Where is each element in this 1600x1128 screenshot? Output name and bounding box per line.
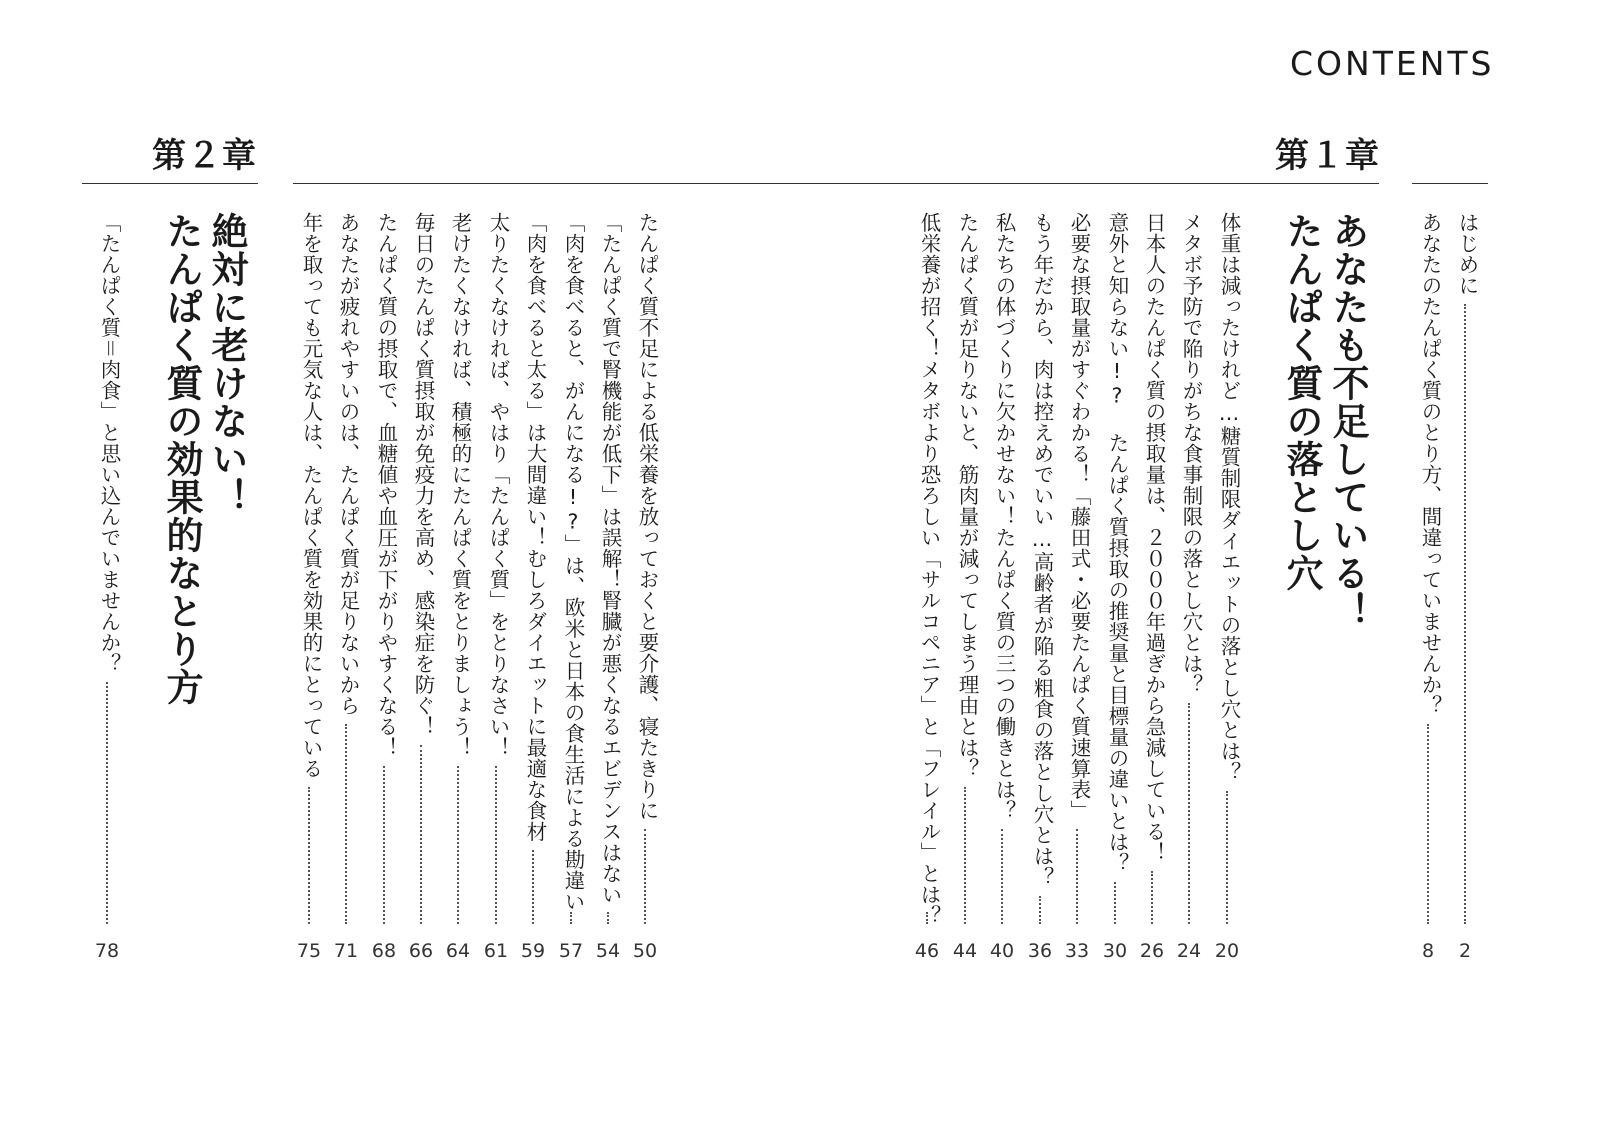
toc-entry[interactable]	[518, 212, 548, 982]
toc-entry[interactable]	[1025, 212, 1055, 982]
toc-entry-text: メタボ予防で陥りがちな食事制限の落とし穴とは？	[1179, 212, 1203, 695]
dot-leader	[926, 912, 928, 924]
dot-leader	[607, 912, 609, 924]
toc-entry-page: 54	[595, 940, 621, 962]
toc-entry-page: 33	[1064, 940, 1090, 962]
dot-leader	[1151, 871, 1153, 924]
chapter-1-label: 第１章	[1275, 136, 1380, 176]
toc-entry-page: 61	[483, 940, 509, 962]
dot-leader	[644, 829, 646, 924]
toc-entry[interactable]	[1212, 212, 1242, 982]
toc-entry-text: 意外と知らない!? たんぱく質摂取の推奨量と目標量の違いとは？	[1105, 212, 1129, 874]
toc-entry-text: たんぱく質が足りないと、筋肉量が減ってしまう理由とは？	[955, 212, 979, 779]
toc-entry[interactable]	[294, 212, 324, 982]
toc-entry-text: 私たちの体づくりに欠かせない！たんぱく質の三つの働きとは？	[992, 212, 1016, 821]
toc-entry-page: 64	[445, 940, 471, 962]
toc-entry-text: あなたのたんぱく質のとり方、間違っていませんか？	[1418, 212, 1442, 716]
toc-entry-page: 26	[1139, 940, 1165, 962]
toc-entry[interactable]	[369, 212, 399, 982]
dot-leader	[308, 787, 310, 924]
toc-entry-page: 20	[1214, 940, 1240, 962]
dot-leader	[1076, 829, 1078, 924]
toc-entry-text: 老けたくなければ、積極的にたんぱく質をとりましょう！	[448, 212, 472, 758]
toc-entry[interactable]	[481, 212, 511, 982]
dot-leader	[383, 766, 385, 924]
toc-entry-page: 71	[333, 940, 359, 962]
toc-entry[interactable]	[92, 212, 122, 982]
toc-entry-page: 68	[371, 940, 397, 962]
dot-leader	[532, 850, 534, 924]
chapter-2-title-line-2: たんぱく質の効果的なとり方	[160, 212, 203, 706]
toc-entry-text: 日本人のたんぱく質の摂取量は、２０００年過ぎから急減している！	[1142, 212, 1166, 863]
toc-entry[interactable]	[406, 212, 436, 982]
toc-entry-text: もう年だから、肉は控えめでいい…高齢者が陥る粗食の落とし穴とは？	[1030, 212, 1054, 888]
dot-leader	[1114, 882, 1116, 925]
toc-entry[interactable]	[1137, 212, 1167, 982]
toc-entry[interactable]	[1100, 212, 1130, 982]
chapter-1-title-line-2: たんぱく質の落とし穴	[1280, 212, 1323, 592]
divider-chapter-1	[293, 183, 1379, 184]
toc-entry-page: 59	[520, 940, 546, 962]
chapter-1-title-line-1: あなたも不足している！	[1326, 212, 1369, 630]
toc-entry-text: 年を取っても元気な人は、たんぱく質を効果的にとっている	[299, 212, 323, 779]
toc-entry-text: 毎日のたんぱく質摂取が免疫力を高め、感染症を防ぐ！	[411, 212, 435, 737]
chapter-2-title-line-1: 絶対に老けない！	[205, 212, 248, 516]
dot-leader	[1427, 724, 1429, 924]
toc-entry-text: たんぱく質の摂取で、血糖値や血圧が下がりやすくなる！	[374, 212, 398, 758]
dot-leader	[1039, 896, 1041, 925]
toc-entry[interactable]	[912, 212, 942, 982]
toc-entry-text: 「たんぱく質＝肉食」と思い込んでいませんか？	[97, 212, 121, 674]
dot-leader	[106, 682, 108, 924]
toc-entry-text: 低栄養が招く！メタボより恐ろしい「サルコペニア」と「フレイル」とは？	[917, 212, 941, 926]
contents-heading: CONTENTS	[1290, 44, 1495, 83]
dot-leader	[345, 724, 347, 924]
toc-entry-text: 「たんぱく質で腎機能が低下」は誤解！腎臓が悪くなるエビデンスはない	[598, 212, 622, 905]
toc-entry-text: あなたが疲れやすいのは、たんぱく質が足りないから	[336, 212, 360, 716]
toc-entry-text: たんぱく質不足による低栄養を放っておくと要介護、寝たきりに	[635, 212, 659, 821]
toc-entry-page: 57	[558, 940, 584, 962]
toc-entry-introduction[interactable]	[1450, 212, 1480, 982]
toc-entry[interactable]	[556, 212, 586, 982]
dot-leader	[495, 766, 497, 924]
toc-entry-page: 30	[1102, 940, 1128, 962]
toc-entry-text: 必要な摂取量がすぐわかる！「藤田式・必要たんぱく質速算表」	[1067, 212, 1091, 821]
divider-chapter-2	[82, 183, 258, 184]
dot-leader	[570, 912, 572, 924]
toc-entry-page: 66	[408, 940, 434, 962]
toc-entry-text: 太りたくなければ、やはり「たんぱく質」をとりなさい！	[486, 212, 510, 758]
toc-entry-text: 「肉を食べると太る」は大間違い！むしろダイエットに最適な食材	[523, 212, 547, 842]
dot-leader	[420, 745, 422, 924]
toc-entry[interactable]	[1174, 212, 1204, 982]
toc-entry-text: はじめに	[1455, 212, 1479, 296]
toc-entry-page: 24	[1176, 940, 1202, 962]
toc-entry[interactable]	[331, 212, 361, 982]
toc-entry-preface[interactable]	[1413, 212, 1443, 982]
toc-entry-page: 78	[94, 940, 120, 962]
toc-entry[interactable]	[1062, 212, 1092, 982]
toc-entry-page: 8	[1421, 940, 1435, 962]
dot-leader	[1464, 304, 1466, 924]
toc-entry[interactable]	[987, 212, 1017, 982]
toc-entry-text: 「肉を食べると、がんになる!?」は、欧米と日本の食生活による勘違い	[561, 212, 585, 912]
toc-entry[interactable]	[950, 212, 980, 982]
toc-entry-page: 40	[989, 940, 1015, 962]
divider-intro	[1412, 183, 1488, 184]
toc-entry-text: 体重は減ったけれど…糖質制限ダイエットの落とし穴とは？	[1217, 212, 1241, 783]
toc-entry-page: 36	[1027, 940, 1053, 962]
toc-entry[interactable]	[443, 212, 473, 982]
toc-entry-page: 50	[632, 940, 658, 962]
dot-leader	[1188, 703, 1190, 924]
chapter-2-label: 第２章	[152, 136, 257, 176]
dot-leader	[457, 766, 459, 924]
toc-entry-page: 75	[296, 940, 322, 962]
toc-entry[interactable]	[593, 212, 623, 982]
toc-entry-page: 44	[952, 940, 978, 962]
dot-leader	[964, 787, 966, 924]
dot-leader	[1001, 829, 1003, 924]
dot-leader	[1226, 791, 1228, 925]
toc-entry[interactable]	[630, 212, 660, 982]
toc-entry-page: 2	[1458, 940, 1472, 962]
toc-entry-page: 46	[914, 940, 940, 962]
